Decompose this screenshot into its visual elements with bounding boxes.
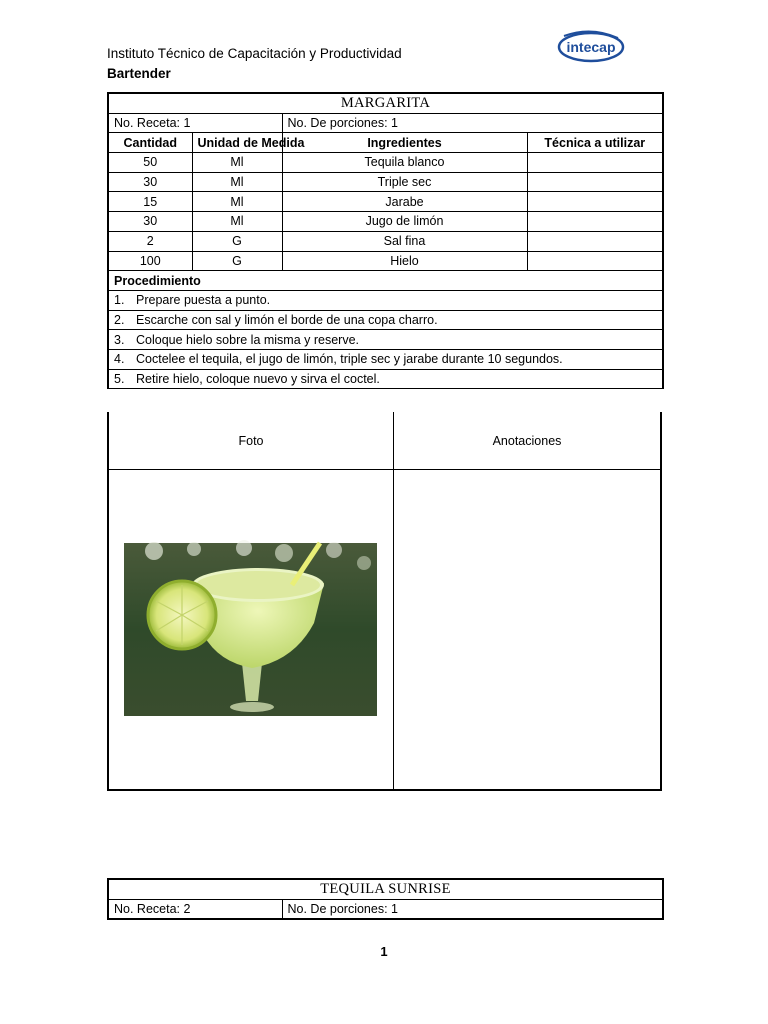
step-text: Prepare puesta a punto. — [136, 293, 271, 308]
ingredient-row — [108, 172, 663, 192]
procedure-step — [108, 369, 663, 389]
step-number: 3. — [114, 332, 125, 347]
ingredient-name: Hielo — [282, 251, 527, 271]
program-name: Bartender — [107, 66, 171, 81]
procedure-label: Procedimiento — [108, 271, 663, 291]
procedure-step — [108, 349, 663, 369]
ingredient-row — [108, 251, 663, 271]
ingredient-technique — [527, 212, 663, 232]
ingredient-unit: G — [192, 231, 282, 251]
notes-label: Anotaciones — [492, 433, 562, 448]
ingredient-qty: 15 — [108, 192, 192, 212]
recipe-number: No. Receta: 2 — [108, 899, 282, 919]
logo-text: intecap — [566, 39, 616, 55]
ingredient-name: Sal fina — [282, 231, 527, 251]
procedure-step — [108, 290, 663, 310]
recipe-title: MARGARITA — [108, 93, 663, 113]
institution-name: Instituto Técnico de Capacitación y Productividad — [107, 46, 402, 61]
notes-cell — [394, 470, 660, 789]
col-quantity: Cantidad — [108, 133, 192, 153]
ingredient-unit: Ml — [192, 153, 282, 173]
ingredient-qty: 50 — [108, 153, 192, 173]
ingredient-name: Triple sec — [282, 172, 527, 192]
ingredient-technique — [527, 172, 663, 192]
col-technique: Técnica a utilizar — [527, 133, 663, 153]
step-number: 5. — [114, 371, 125, 386]
procedure-step — [108, 310, 663, 330]
recipe-title: TEQUILA SUNRISE — [108, 879, 663, 899]
photo-label: Foto — [238, 433, 264, 448]
recipe-table-tequila-sunrise — [107, 878, 664, 920]
step-number: 1. — [114, 293, 125, 308]
recipe-number: No. Receta: 1 — [108, 113, 282, 133]
ingredient-row — [108, 231, 663, 251]
ingredient-row — [108, 212, 663, 232]
portions: No. De porciones: 1 — [282, 113, 663, 133]
ingredient-unit: Ml — [192, 192, 282, 212]
step-text: Coctelee el tequila, el jugo de limón, triple sec y jarabe durante 10 segundos. — [136, 352, 563, 367]
step-text: Coloque hielo sobre la misma y reserve. — [136, 332, 360, 347]
portions: No. De porciones: 1 — [282, 899, 663, 919]
ingredient-technique — [527, 153, 663, 173]
step-number: 2. — [114, 312, 125, 327]
col-unit: Unidad de Medida — [192, 133, 282, 153]
ingredient-technique — [527, 251, 663, 271]
notes-header — [394, 412, 660, 470]
page-number: 1 — [380, 944, 388, 959]
photo-cell — [109, 470, 394, 789]
procedure-step — [108, 330, 663, 350]
recipe-table-margarita — [107, 92, 664, 389]
step-text: Escarche con sal y limón el borde de una copa charro. — [136, 312, 438, 327]
ingredient-technique — [527, 231, 663, 251]
ingredient-row — [108, 153, 663, 173]
step-text: Retire hielo, coloque nuevo y sirva el coctel. — [136, 371, 380, 386]
col-ingredients: Ingredientes — [282, 133, 527, 153]
ingredient-name: Jugo de limón — [282, 212, 527, 232]
ingredient-name: Jarabe — [282, 192, 527, 212]
step-number: 4. — [114, 352, 125, 367]
ingredient-name: Tequila blanco — [282, 153, 527, 173]
ingredient-unit: Ml — [192, 212, 282, 232]
ingredient-qty: 30 — [108, 172, 192, 192]
ingredient-row — [108, 192, 663, 212]
intecap-logo — [556, 28, 626, 64]
ingredient-qty: 100 — [108, 251, 192, 271]
ingredient-qty: 30 — [108, 212, 192, 232]
ingredient-qty: 2 — [108, 231, 192, 251]
photo-header — [109, 412, 394, 470]
ingredient-unit: Ml — [192, 172, 282, 192]
ingredient-unit: G — [192, 251, 282, 271]
photo-notes-section — [107, 412, 662, 791]
margarita-photo — [124, 543, 377, 716]
ingredient-technique — [527, 192, 663, 212]
